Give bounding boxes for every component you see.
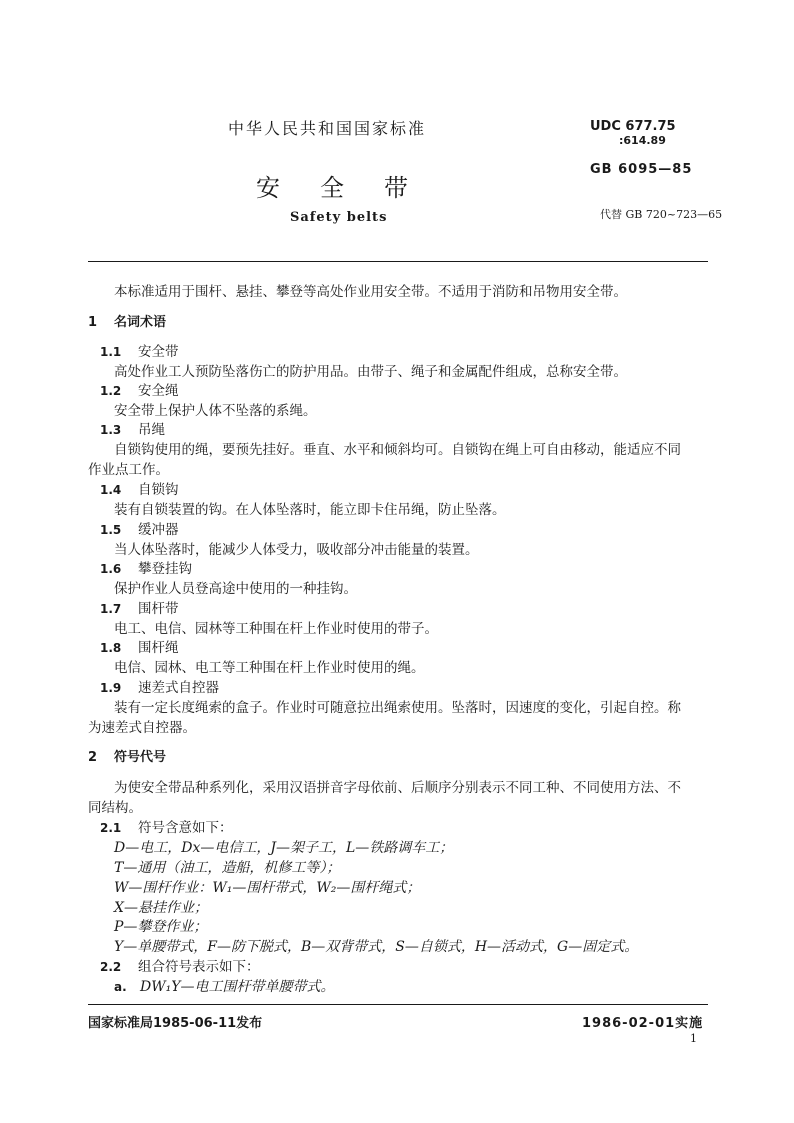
term-name: 速差式自控器: [138, 680, 219, 696]
document-title: 安全带: [256, 174, 448, 202]
document-title-english: Safety belts: [290, 210, 388, 225]
gb-standard-code: GB 6095—85: [590, 162, 693, 177]
term-number: 1.8: [100, 641, 122, 655]
term-number: 1.4: [100, 483, 122, 497]
udc-code-continued: :614.89: [619, 134, 666, 147]
term-definition: 自锁钩使用的绳，要预先挂好。垂直、水平和倾斜均可。自锁钩在绳上可自由移动，能适应不同: [114, 442, 681, 458]
clause-number: 2.2: [100, 960, 122, 974]
clause-text: 组合符号表示如下：: [138, 959, 260, 975]
term-name: 吊绳: [138, 422, 165, 438]
footer-divider: [88, 1004, 708, 1005]
symbol-line: W—围杆作业：W₁—围杆带式，W₂—围杆绳式；: [114, 880, 421, 896]
term-name: 缓冲器: [138, 522, 179, 538]
page-number: 1: [690, 1032, 697, 1045]
symbol-line: X—悬挂作业；: [114, 900, 208, 916]
term-number: 1.9: [100, 681, 122, 695]
term-name: 攀登挂钩: [138, 561, 192, 577]
issue-date: 国家标准局1985-06-11发布: [88, 1016, 263, 1031]
national-standard-heading: 中华人民共和国国家标准: [228, 119, 427, 138]
list-item-label: a.: [114, 980, 127, 994]
term-name: 围杆绳: [138, 640, 179, 656]
term-definition: 高处作业工人预防坠落伤亡的防护用品。由带子、绳子和金属配件组成，总称安全带。: [114, 364, 627, 380]
clause-number: 2.1: [100, 821, 122, 835]
symbol-line: T—通用（油工，造船，机修工等）；: [114, 860, 341, 876]
symbol-line: Y—单腰带式，F—防下脱式，B—双背带式，S—自锁式，H—活动式，G—固定式。: [114, 939, 639, 955]
term-number: 1.5: [100, 523, 122, 537]
section-2-intro: 为使安全带品种系列化，采用汉语拼音字母依前、后顺序分别表示不同工种、不同使用方法、不: [114, 780, 681, 796]
list-item: DW₁Y—电工围杆带单腰带式。: [140, 979, 335, 995]
replaces-standard: 代替 GB 720~723—65: [600, 208, 723, 221]
term-definition-continued: 作业点工作。: [88, 462, 169, 478]
section-2-number: 2: [88, 750, 98, 765]
intro-paragraph: 本标准适用于围杆、悬挂、攀登等高处作业用安全带。不适用于消防和吊物用安全带。: [114, 284, 627, 300]
term-number: 1.7: [100, 602, 122, 616]
term-name: 自锁钩: [138, 482, 179, 498]
term-name: 围杆带: [138, 601, 179, 617]
section-2-title: 符号代号: [114, 750, 167, 765]
header-divider: [88, 261, 708, 262]
term-name: 安全带: [138, 344, 179, 360]
section-1-number: 1: [88, 315, 98, 330]
term-number: 1.1: [100, 345, 122, 359]
symbol-line: D—电工，Dx—电信工，J—架子工，L—铁路调车工；: [114, 840, 454, 856]
term-name: 安全绳: [138, 383, 179, 399]
udc-code: UDC 677.75: [590, 119, 676, 134]
clause-text: 符号含意如下：: [138, 820, 233, 836]
term-number: 1.2: [100, 384, 122, 398]
section-2-intro-continued: 同结构。: [88, 800, 142, 816]
term-number: 1.6: [100, 562, 122, 576]
section-1-title: 名词术语: [114, 315, 167, 330]
term-definition: 电工、电信、园林等工种围在杆上作业时使用的带子。: [114, 621, 438, 637]
symbol-line: P—攀登作业；: [114, 919, 208, 935]
term-definition: 电信、园林、电工等工种围在杆上作业时使用的绳。: [114, 660, 425, 676]
term-definition: 装有一定长度绳索的盒子。作业时可随意拉出绳索使用。坠落时，因速度的变化，引起自控。称: [114, 700, 681, 716]
term-definition: 装有自锁装置的钩。在人体坠落时，能立即卡住吊绳，防止坠落。: [114, 502, 506, 518]
term-definition-continued: 为速差式自控器。: [88, 720, 196, 736]
term-number: 1.3: [100, 423, 122, 437]
term-definition: 保护作业人员登高途中使用的一种挂钩。: [114, 581, 357, 597]
term-definition: 当人体坠落时，能减少人体受力，吸收部分冲击能量的装置。: [114, 542, 479, 558]
term-definition: 安全带上保护人体不坠落的系绳。: [114, 403, 317, 419]
effective-date: 1986-02-01实施: [582, 1016, 704, 1031]
